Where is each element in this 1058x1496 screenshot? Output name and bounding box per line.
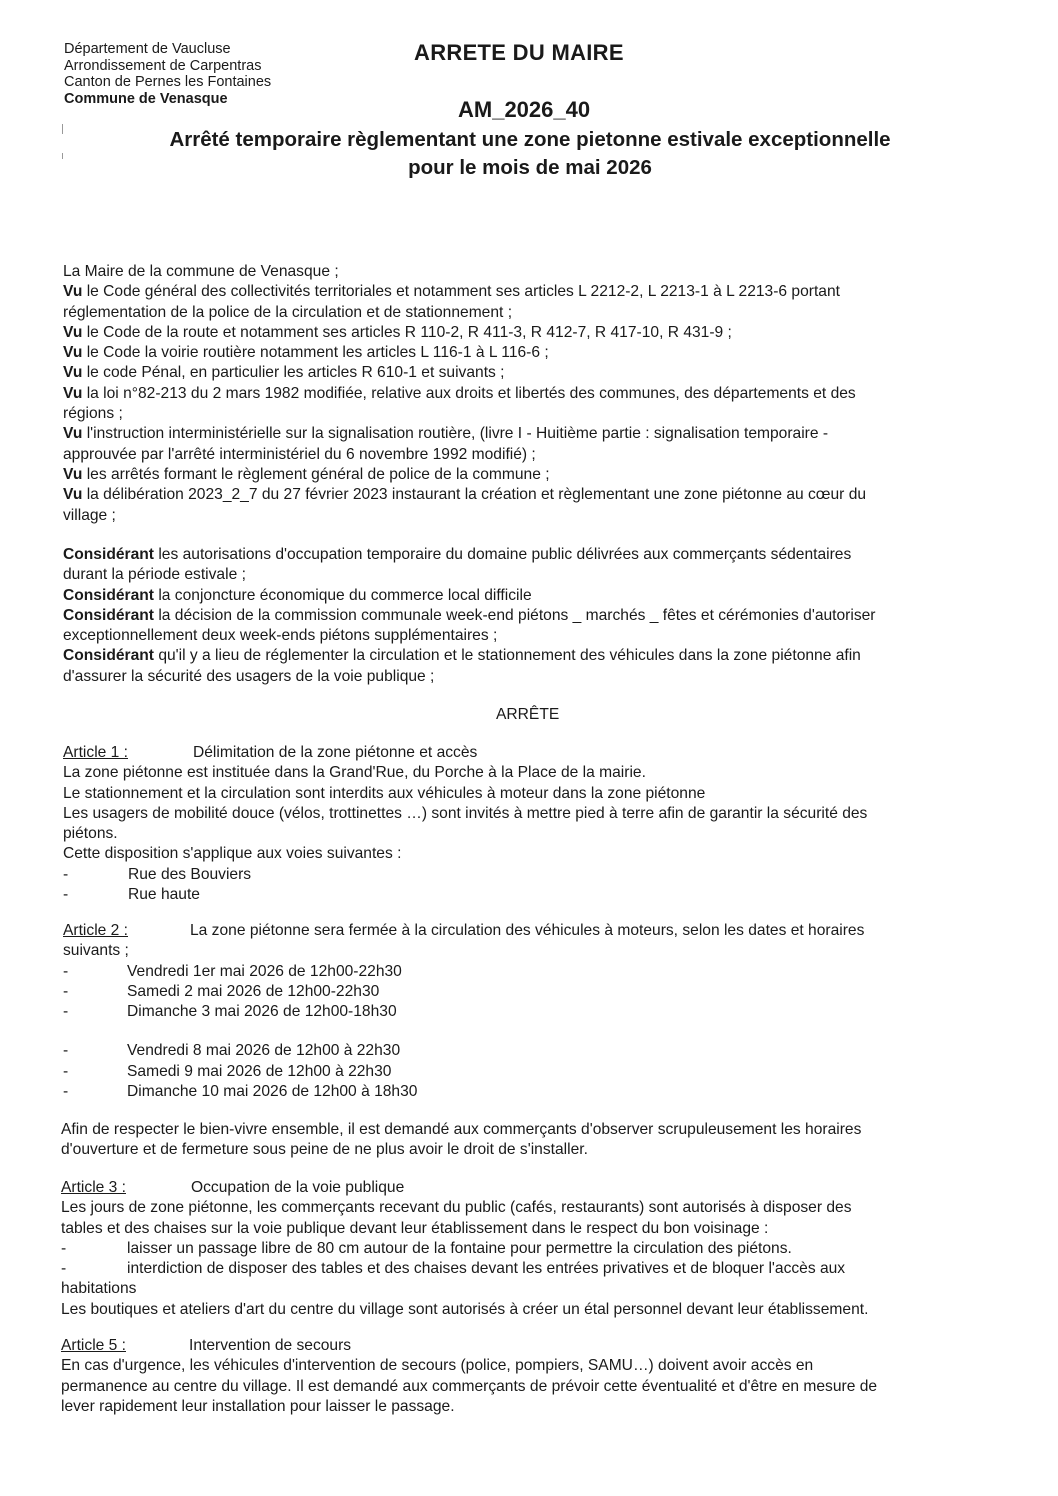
considerant-item-cont: durant la période estivale ; <box>63 566 246 584</box>
canton-line: Canton de Pernes les Fontaines <box>64 74 272 90</box>
article-2-label: Article 2 : <box>63 922 128 939</box>
subtitle-line-2: pour le mois de mai 2026 <box>408 156 652 179</box>
considerant-item <box>63 606 1003 626</box>
dash-bullet: - <box>63 1083 69 1101</box>
vu-text: le Code de la route et notamment ses articles R 110-2, R 411-3, R 412-7, R 417-10, R 431-9 ; <box>86 323 732 341</box>
article-1-heading <box>63 743 1013 763</box>
date-entry: Dimanche 3 mai 2026 de 12h00-18h30 <box>127 1003 397 1021</box>
article-3-section <box>61 1178 1011 1320</box>
considerant-keyword: Considérant <box>63 606 154 624</box>
vu-text: le code Pénal, en particulier les articles R 610-1 et suivants ; <box>86 364 505 382</box>
street-list-item <box>63 865 1013 885</box>
vu-item <box>63 485 1003 505</box>
considerant-text: qu'il y a lieu de réglementer la circulation et le stationnement des véhicules dans la zone piétonne afin <box>158 647 861 665</box>
date-list-item <box>63 1082 1013 1102</box>
date-entry: Dimanche 10 mai 2026 de 12h00 à 18h30 <box>127 1083 418 1101</box>
vu-item-cont: réglementation de la police de la circulation et de stationnement ; <box>63 303 513 321</box>
considerant-item <box>63 586 1003 606</box>
dash-bullet: - <box>63 886 69 904</box>
vu-keyword: Vu <box>63 283 83 301</box>
vu-item <box>63 363 1003 383</box>
vu-item <box>63 282 1003 302</box>
article-1-line: La zone piétonne est instituée dans la Grand'Rue, du Porche à la Place de la mairie. <box>63 764 646 782</box>
article-1-line: Les usagers de mobilité douce (vélos, trottinettes …) sont invités à mettre pied à terre afin de garantir la sécurité des <box>63 804 868 822</box>
vu-keyword: Vu <box>63 465 83 483</box>
rule-text: interdiction de disposer des tables et des chaises devant les entrées privatives et de bloquer l'accès aux <box>127 1260 846 1278</box>
dash-bullet: - <box>61 1260 67 1278</box>
article-2-line: suivants ; <box>63 942 129 960</box>
considerant-text: la décision de la commission communale week-end piétons _ marchés _ fêtes et cérémonies d'autoriser <box>158 606 876 624</box>
article-2-note-line: d'ouverture et de fermeture sous peine de ne plus avoir le droit de s'installer. <box>61 1141 588 1159</box>
street-name: Rue haute <box>128 886 200 904</box>
vu-item <box>63 343 1003 363</box>
dash-bullet: - <box>61 1239 67 1257</box>
article-2-text: La zone piétonne sera fermée à la circulation des véhicules à moteurs, selon les dates et horaires <box>190 922 865 939</box>
dash-bullet: - <box>63 1003 69 1021</box>
dash-bullet: - <box>63 962 69 980</box>
subtitle-line-1: Arrêté temporaire règlementant une zone pietonne estivale exceptionnelle <box>169 128 891 151</box>
date-entry: Samedi 2 mai 2026 de 12h00-22h30 <box>127 982 380 1000</box>
commune-line: Commune de Venasque <box>64 90 228 107</box>
vu-text: la loi n°82-213 du 2 mars 1982 modifiée, relative aux droits et libertés des communes, des départements et des <box>86 384 856 402</box>
vu-keyword: Vu <box>63 364 83 382</box>
article-2-note <box>61 1120 1011 1161</box>
article-3-heading <box>61 1178 1011 1198</box>
street-list-item <box>63 885 1013 905</box>
decree-subtitle <box>60 126 1000 182</box>
article-3-line: Les jours de zone piétonne, les commerçants recevant du public (cafés, restaurants) sont autorisés à disposer des <box>61 1199 852 1217</box>
date-list-item <box>63 1002 1013 1022</box>
dash-bullet: - <box>63 1062 69 1080</box>
vu-keyword: Vu <box>63 323 83 341</box>
street-name: Rue des Bouviers <box>128 865 252 883</box>
considerant-text: les autorisations d'occupation temporaire du domaine public délivrées aux commerçants sédentaires <box>158 546 852 563</box>
vu-keyword: Vu <box>63 425 83 443</box>
article-5-title: Intervention de secours <box>189 1337 352 1354</box>
considerant-keyword: Considérant <box>63 546 154 563</box>
article-2-heading <box>63 921 1013 941</box>
vu-text: la délibération 2023_2_7 du 27 février 2023 instaurant la création et règlementant une zone piétonne au cœur du <box>86 486 867 504</box>
considerant-item-cont: d'assurer la sécurité des usagers de la voie publique ; <box>63 667 435 685</box>
article-3-title: Occupation de la voie publique <box>191 1179 405 1196</box>
document-title: ARRETE DU MAIRE <box>414 40 624 65</box>
vu-item <box>63 323 1003 343</box>
article-2-section <box>63 921 1013 1102</box>
considerant-keyword: Considérant <box>63 647 154 665</box>
considerants-section <box>63 545 1003 687</box>
arrondissement-line: Arrondissement de Carpentras <box>64 57 262 74</box>
arrete-heading: ARRÊTE <box>496 706 560 723</box>
date-list-item <box>63 962 1013 982</box>
vu-item-cont: approuvée par l'arrêté interministériel du 6 novembre 1992 modifié) ; <box>63 445 536 463</box>
vu-text: le Code général des collectivités territoriales et notamment ses articles L 2212-2, L 2213-1 à L 2213-6 portant <box>86 283 840 301</box>
article-1-line: Le stationnement et la circulation sont interdits aux véhicules à moteur dans la zone piétonne <box>63 784 706 802</box>
date-entry: Vendredi 1er mai 2026 de 12h00-22h30 <box>127 962 402 980</box>
article-1-label: Article 1 : <box>63 744 128 761</box>
article-2-note-line: Afin de respecter le bien-vivre ensemble, il est demandé aux commerçants d'observer scrupuleusement les horaires <box>61 1121 862 1138</box>
scan-mark <box>62 153 63 159</box>
rule-list-item <box>61 1259 1011 1279</box>
article-1-line: piétons. <box>63 825 118 843</box>
preamble-section <box>63 262 1003 526</box>
considerant-keyword: Considérant <box>63 586 154 604</box>
dash-bullet: - <box>63 865 69 883</box>
article-5-section <box>61 1336 1011 1417</box>
article-3-label: Article 3 : <box>61 1179 126 1196</box>
header-administrative-block <box>64 41 271 107</box>
article-5-label: Article 5 : <box>61 1337 126 1354</box>
vu-item-cont: régions ; <box>63 405 123 423</box>
vu-text: les arrêtés formant le règlement général de police de la commune ; <box>86 465 550 483</box>
vu-text: l'instruction interministérielle sur la signalisation routière, (livre I - Huitième partie : signalisation temporaire - <box>86 425 829 443</box>
article-5-line: En cas d'urgence, les véhicules d'intervention de secours (police, pompiers, SAMU…) doivent avoir accès en <box>61 1357 814 1375</box>
considerant-item <box>63 545 1003 565</box>
department-line: Département de Vaucluse <box>64 41 231 57</box>
vu-item <box>63 465 1003 485</box>
preamble-intro: La Maire de la commune de Venasque ; <box>63 263 339 280</box>
vu-keyword: Vu <box>63 344 83 362</box>
vu-keyword: Vu <box>63 384 83 402</box>
scan-mark <box>62 124 63 134</box>
article-1-line: Cette disposition s'applique aux voies suivantes : <box>63 845 402 863</box>
article-3-line: habitations <box>61 1280 137 1298</box>
vu-text: le Code la voirie routière notamment les articles L 116-1 à L 116-6 ; <box>86 344 549 362</box>
date-list-item <box>63 982 1013 1002</box>
rule-text: laisser un passage libre de 80 cm autour de la fontaine pour permettre la circulation des piétons. <box>127 1239 792 1257</box>
date-entry: Vendredi 8 mai 2026 de 12h00 à 22h30 <box>127 1042 401 1060</box>
considerant-text: la conjoncture économique du commerce local difficile <box>158 586 532 604</box>
date-list-item <box>63 1041 1013 1061</box>
article-3-line: tables et des chaises sur la voie publique devant leur établissement dans le respect du bon voisinage : <box>61 1219 769 1237</box>
article-5-line: lever rapidement leur installation pour laisser le passage. <box>61 1397 455 1415</box>
vu-item <box>63 424 1003 444</box>
article-3-line: Les boutiques et ateliers d'art du centre du village sont autorisés à créer un étal personnel devant leur établissement. <box>61 1300 869 1318</box>
dash-bullet: - <box>63 982 69 1000</box>
rule-list-item <box>61 1239 1011 1259</box>
considerant-item <box>63 646 1003 666</box>
article-5-heading <box>61 1336 1011 1356</box>
vu-item-cont: village ; <box>63 506 116 524</box>
decree-reference: AM_2026_40 <box>458 97 591 122</box>
vu-item <box>63 384 1003 404</box>
article-1-title: Délimitation de la zone piétonne et accès <box>193 744 478 761</box>
article-5-line: permanence au centre du village. Il est demandé aux commerçants de prévoir cette éventualité et d'être en mesure de <box>61 1377 878 1395</box>
date-entry: Samedi 9 mai 2026 de 12h00 à 22h30 <box>127 1062 392 1080</box>
vu-keyword: Vu <box>63 486 83 504</box>
considerant-item-cont: exceptionnellement deux week-ends piétons supplémentaires ; <box>63 627 498 645</box>
dash-bullet: - <box>63 1042 69 1060</box>
date-list-item <box>63 1062 1013 1082</box>
article-1-section <box>63 743 1013 905</box>
